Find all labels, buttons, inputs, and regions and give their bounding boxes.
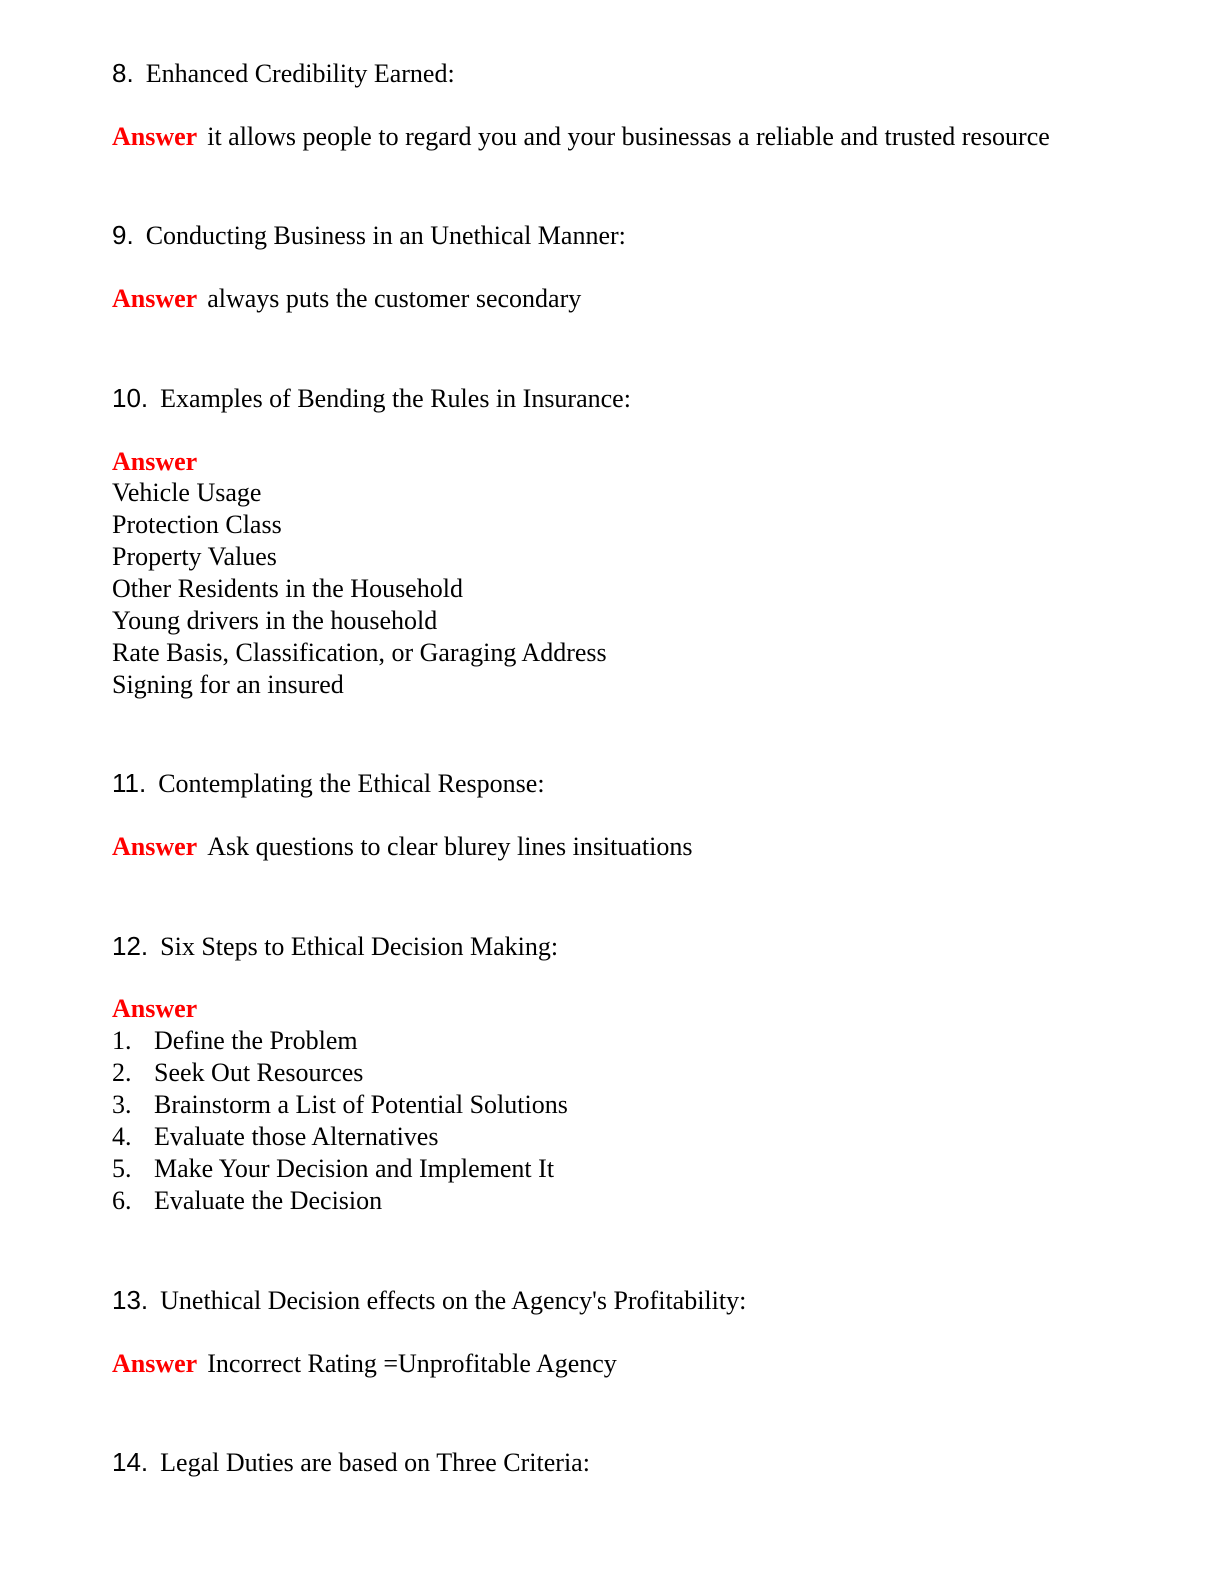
step-text: Make Your Decision and Implement It — [154, 1154, 555, 1183]
list-item: Young drivers in the household — [112, 606, 438, 635]
step-text: Define the Problem — [154, 1026, 358, 1055]
answer-label: Answer — [112, 122, 198, 151]
question-10 — [112, 383, 631, 414]
answer-text: Incorrect Rating =Unprofitable Agency — [207, 1349, 617, 1378]
question-number: 12. — [112, 931, 149, 961]
answer-label: Answer — [112, 284, 198, 313]
question-title: Six Steps to Ethical Decision Making: — [160, 932, 559, 961]
answer-label: Answer — [112, 447, 198, 476]
answer-label: Answer — [112, 832, 198, 861]
question-title: Contemplating the Ethical Response: — [158, 769, 545, 798]
question-number: 9. — [112, 220, 134, 250]
question-number: 8. — [112, 58, 134, 88]
answer-text: always puts the customer secondary — [207, 284, 582, 313]
step-item — [112, 1058, 363, 1088]
answer-9 — [112, 284, 581, 314]
question-number: 11. — [112, 768, 147, 798]
step-number: 5. — [112, 1154, 132, 1183]
question-title: Enhanced Credibility Earned: — [145, 59, 455, 88]
answer-text: it allows people to regard you and your businessas a reliable and trusted resource — [207, 122, 1050, 151]
step-item — [112, 1154, 554, 1184]
question-number: 10. — [112, 383, 149, 413]
step-text: Seek Out Resources — [154, 1058, 364, 1087]
question-title: Legal Duties are based on Three Criteria: — [160, 1448, 590, 1477]
list-item: Protection Class — [112, 510, 282, 539]
question-13 — [112, 1285, 746, 1316]
list-item: Vehicle Usage — [112, 478, 262, 507]
list-item: Signing for an insured — [112, 670, 344, 699]
question-title: Unethical Decision effects on the Agency's Profitability: — [160, 1286, 747, 1315]
step-item — [112, 1122, 438, 1152]
step-item — [112, 1026, 358, 1056]
question-8 — [112, 58, 455, 89]
step-number: 1. — [112, 1026, 132, 1055]
list-item: Rate Basis, Classification, or Garaging Address — [112, 638, 607, 667]
question-number: 14. — [112, 1447, 149, 1477]
step-text: Evaluate the Decision — [154, 1186, 383, 1215]
question-title: Examples of Bending the Rules in Insurance: — [160, 384, 631, 413]
question-14 — [112, 1447, 590, 1478]
question-9 — [112, 220, 626, 251]
answer-text: Ask questions to clear blurey lines insituations — [207, 832, 693, 861]
answer-label: Answer — [112, 994, 198, 1023]
step-number: 2. — [112, 1058, 132, 1087]
step-item — [112, 1090, 568, 1120]
question-number: 13. — [112, 1285, 149, 1315]
list-item: Other Residents in the Household — [112, 574, 463, 603]
answer-label: Answer — [112, 1349, 198, 1378]
question-12 — [112, 931, 558, 962]
step-number: 6. — [112, 1186, 132, 1215]
answer-11 — [112, 832, 692, 862]
step-number: 4. — [112, 1122, 132, 1151]
step-item — [112, 1186, 382, 1216]
step-text: Brainstorm a List of Potential Solutions — [154, 1090, 568, 1119]
step-text: Evaluate those Alternatives — [154, 1122, 439, 1151]
list-item: Property Values — [112, 542, 277, 571]
question-11 — [112, 768, 545, 799]
answer-8 — [112, 122, 1050, 152]
step-number: 3. — [112, 1090, 132, 1119]
answer-13 — [112, 1349, 617, 1379]
question-title: Conducting Business in an Unethical Manner: — [145, 221, 626, 250]
